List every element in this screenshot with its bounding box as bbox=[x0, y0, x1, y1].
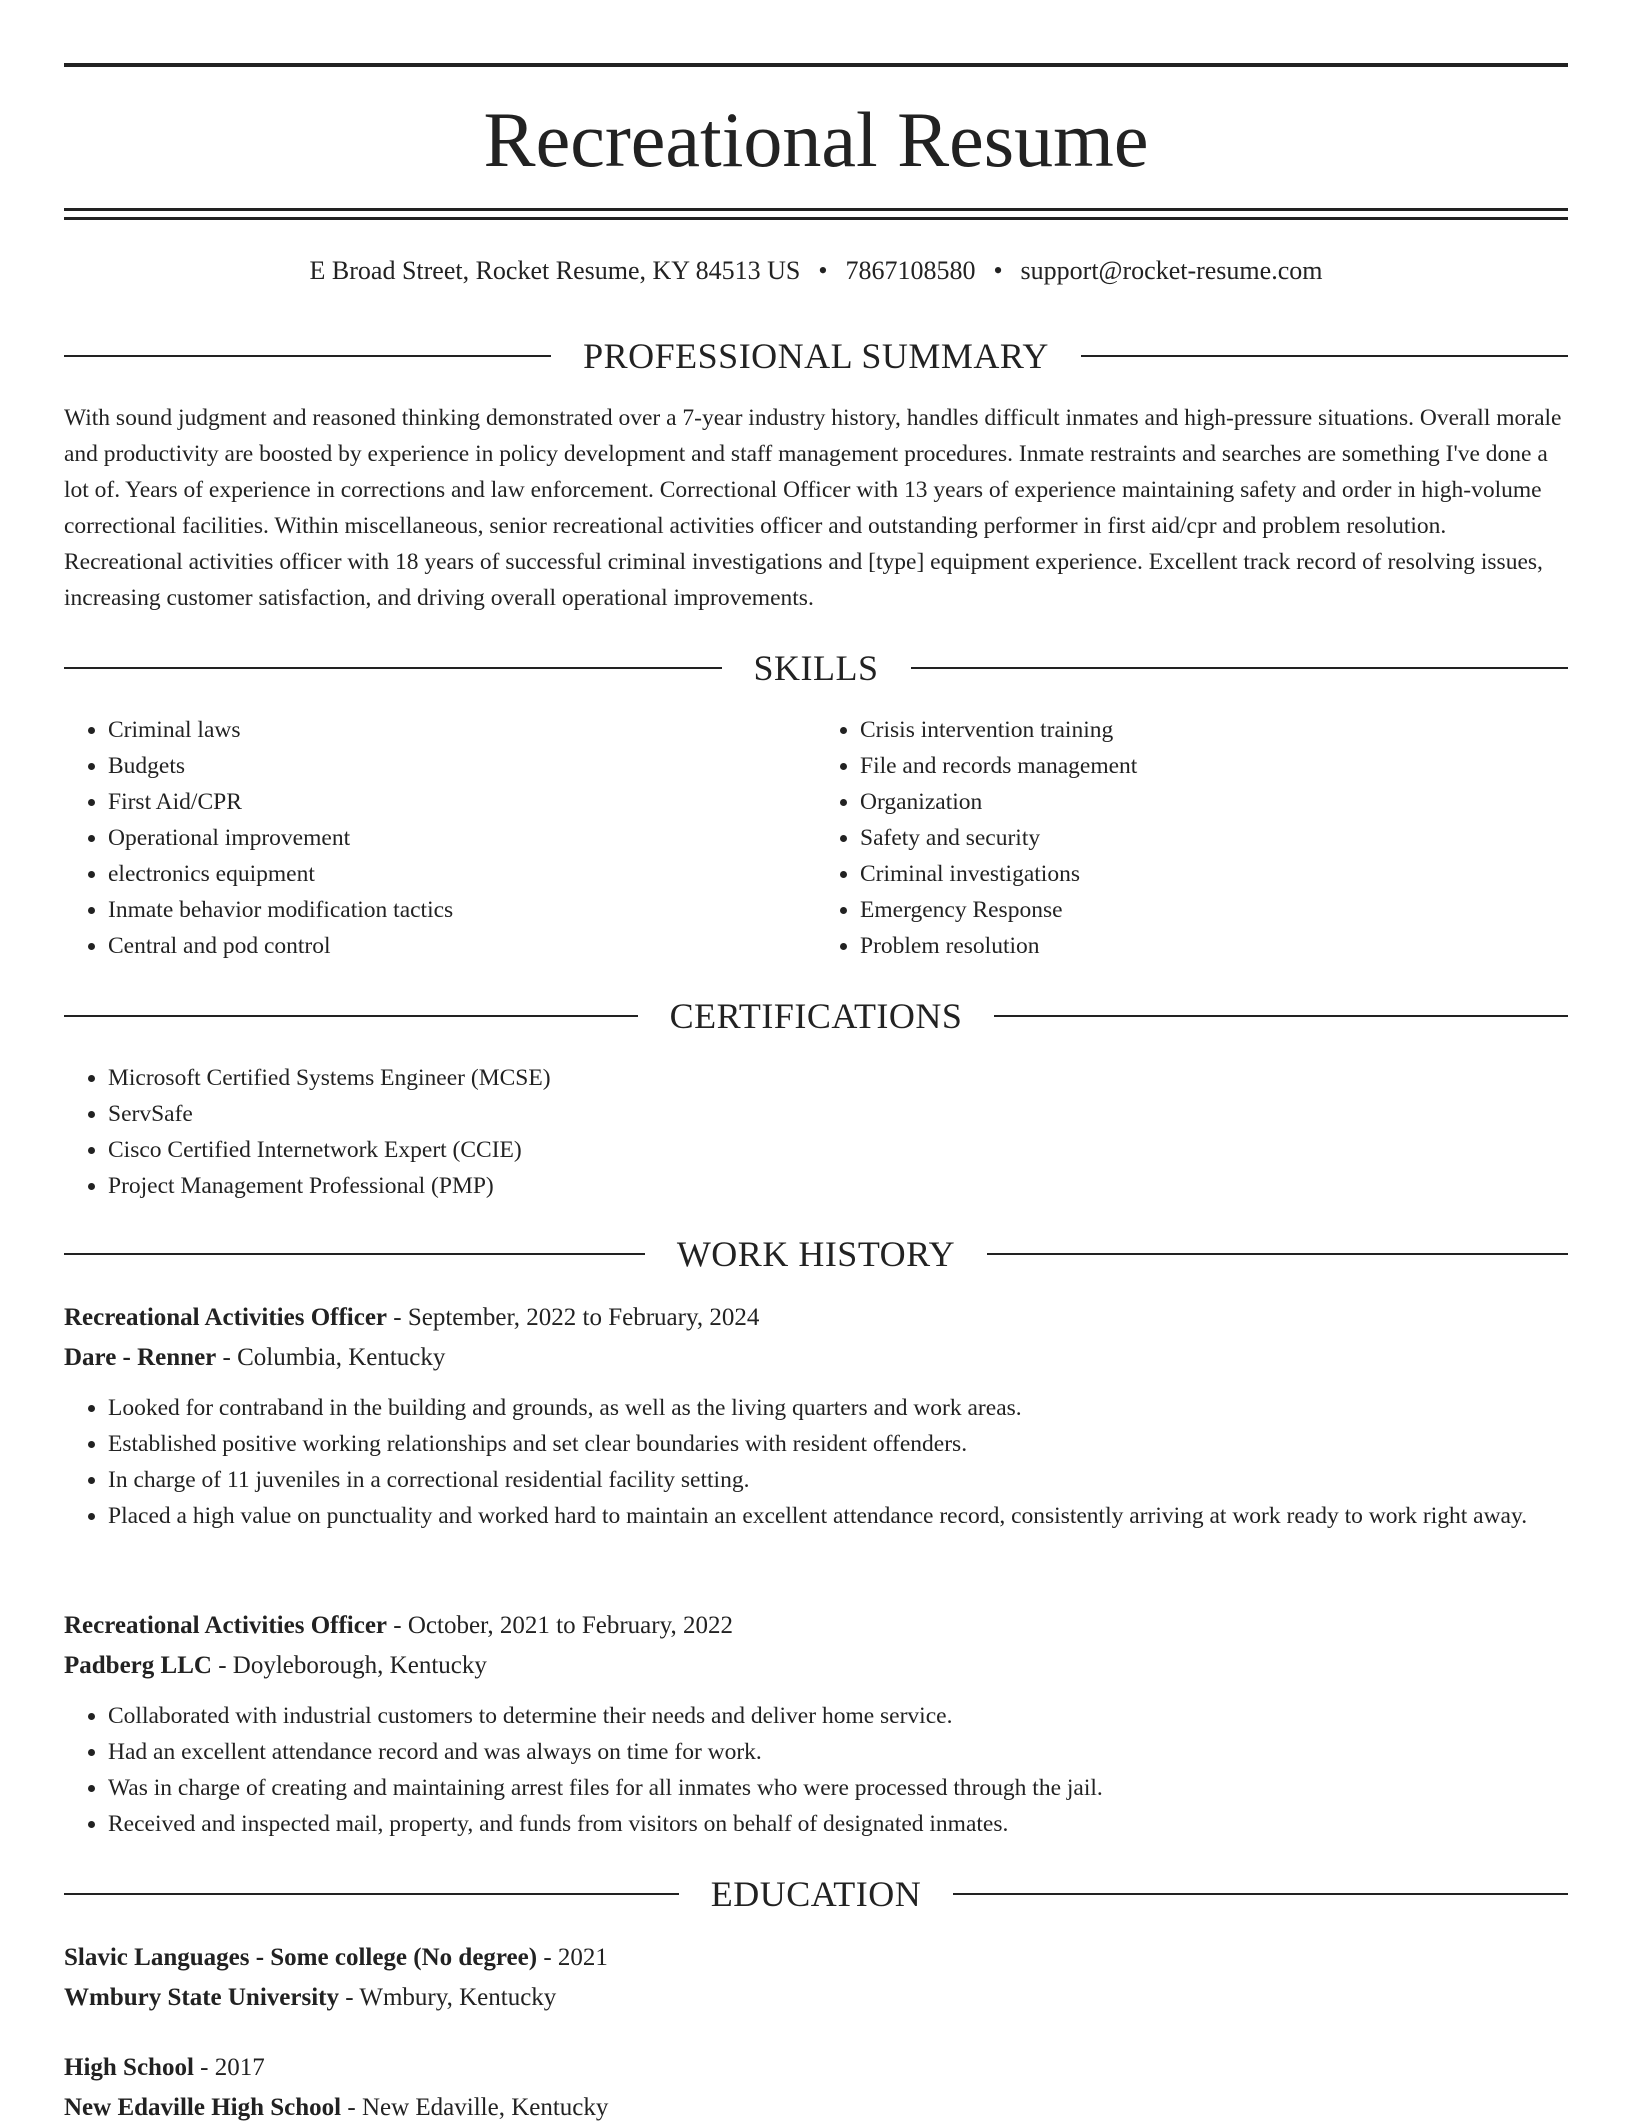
skill-item: • File and records management bbox=[860, 748, 1568, 784]
skills-heading bbox=[64, 646, 1568, 690]
job-bullet: • Placed a high value on punctuality and worked hard to maintain an excellent attendance record, consistently arriving at work ready to work right away. bbox=[108, 1498, 1568, 1534]
job-bullet: • Received and inspected mail, property, and funds from visitors on behalf of designated inmates. bbox=[108, 1806, 1568, 1842]
resume-title: Recreational Resume bbox=[483, 96, 1149, 183]
certification-item: • Microsoft Certified Systems Engineer (MCSE) bbox=[108, 1060, 1568, 1096]
summary-heading bbox=[64, 334, 1568, 378]
contact-email[interactable]: support@rocket-resume.com bbox=[1020, 256, 1323, 285]
education-location: - Wmbury, Kentucky bbox=[338, 1984, 557, 2011]
skills-heading-label: SKILLS bbox=[753, 648, 879, 688]
work-history-heading bbox=[64, 1232, 1568, 1276]
skill-item: • Inmate behavior modification tactics bbox=[108, 892, 816, 928]
heading-rule-left bbox=[64, 355, 551, 357]
contact-separator: • bbox=[818, 256, 828, 285]
skill-item: • electronics equipment bbox=[108, 856, 816, 892]
job-dates: - October, 2021 to February, 2022 bbox=[387, 1612, 733, 1639]
job-bullets bbox=[64, 1390, 1568, 1534]
certifications-block bbox=[64, 1060, 1568, 1204]
job-bullet: • In charge of 11 juveniles in a correctional residential facility setting. bbox=[108, 1462, 1568, 1498]
job-employer-line bbox=[64, 1646, 1568, 1686]
education-school: Wmbury State University bbox=[64, 1984, 339, 2011]
education-degree: High School bbox=[64, 2054, 194, 2081]
education-degree-line bbox=[64, 2048, 1568, 2088]
job-bullet: • Established positive working relationships and set clear boundaries with resident offenders. bbox=[108, 1426, 1568, 1462]
education-degree-line bbox=[64, 1938, 1568, 1978]
job-bullet: • Was in charge of creating and maintaining arrest files for all inmates who were processed through the jail. bbox=[108, 1770, 1568, 1806]
education-school-line bbox=[64, 1978, 1568, 2018]
skills-columns bbox=[64, 712, 1568, 964]
top-rule bbox=[64, 63, 1568, 67]
certification-item: • Project Management Professional (PMP) bbox=[108, 1168, 1568, 1204]
job-employer: Padberg LLC bbox=[64, 1652, 212, 1679]
contact-line bbox=[64, 254, 1568, 288]
job-location: - Columbia, Kentucky bbox=[216, 1344, 446, 1371]
job-entry bbox=[64, 1298, 1568, 1534]
job-bullet: • Had an excellent attendance record and was always on time for work. bbox=[108, 1734, 1568, 1770]
job-title-line bbox=[64, 1606, 1568, 1646]
skill-item: • Safety and security bbox=[860, 820, 1568, 856]
job-title: Recreational Activities Officer bbox=[64, 1612, 388, 1639]
job-bullets bbox=[64, 1698, 1568, 1842]
job-title: Recreational Activities Officer bbox=[64, 1304, 388, 1331]
education-location: - New Edaville, Kentucky bbox=[341, 2094, 609, 2121]
contact-separator: • bbox=[993, 256, 1003, 285]
skills-list-right bbox=[816, 712, 1568, 964]
skill-item: • First Aid/CPR bbox=[108, 784, 816, 820]
education-entry bbox=[64, 1938, 1568, 2018]
skill-item: • Crisis intervention training bbox=[860, 712, 1568, 748]
skill-item: • Budgets bbox=[108, 748, 816, 784]
education-entry bbox=[64, 2048, 1568, 2128]
skill-item: • Criminal investigations bbox=[860, 856, 1568, 892]
education-year: - 2021 bbox=[537, 1944, 608, 1971]
heading-rule-right bbox=[1081, 355, 1568, 357]
job-title-line bbox=[64, 1298, 1568, 1338]
certifications-list bbox=[64, 1060, 1568, 1204]
job-employer: Dare - Renner bbox=[64, 1344, 217, 1371]
job-bullet: • Collaborated with industrial customers to determine their needs and deliver home service. bbox=[108, 1698, 1568, 1734]
heading-rule-left bbox=[64, 1253, 645, 1255]
education-school: New Edaville High School bbox=[64, 2094, 342, 2121]
contact-address: E Broad Street, Rocket Resume, KY 84513 US bbox=[309, 256, 801, 285]
skill-item: • Central and pod control bbox=[108, 928, 816, 964]
summary-heading-label: PROFESSIONAL SUMMARY bbox=[583, 336, 1049, 376]
job-employer-line bbox=[64, 1338, 1568, 1378]
education-heading bbox=[64, 1872, 1568, 1916]
heading-rule-right bbox=[994, 1015, 1568, 1017]
skills-list-left bbox=[64, 712, 816, 964]
skill-item: • Criminal laws bbox=[108, 712, 816, 748]
skill-item: • Organization bbox=[860, 784, 1568, 820]
education-year: - 2017 bbox=[193, 2054, 265, 2081]
skill-item: • Operational improvement bbox=[108, 820, 816, 856]
skill-item: • Problem resolution bbox=[860, 928, 1568, 964]
education-school-line bbox=[64, 2088, 1568, 2128]
heading-rule-left bbox=[64, 667, 722, 669]
heading-rule-left bbox=[64, 1015, 638, 1017]
job-location: - Doyleborough, Kentucky bbox=[211, 1652, 487, 1679]
education-heading-label: EDUCATION bbox=[710, 1874, 922, 1914]
certifications-heading-label: CERTIFICATIONS bbox=[669, 996, 963, 1036]
certification-item: • ServSafe bbox=[108, 1096, 1568, 1132]
job-bullet: • Looked for contraband in the building and grounds, as well as the living quarters and work areas. bbox=[108, 1390, 1568, 1426]
heading-rule-right bbox=[953, 1893, 1568, 1895]
certification-item: • Cisco Certified Internetwork Expert (CCIE) bbox=[108, 1132, 1568, 1168]
work-history-heading-label: WORK HISTORY bbox=[676, 1234, 956, 1274]
job-dates: - September, 2022 to February, 2024 bbox=[387, 1304, 760, 1331]
heading-rule-right bbox=[987, 1253, 1568, 1255]
certifications-heading bbox=[64, 994, 1568, 1038]
heading-rule-left bbox=[64, 1893, 679, 1895]
contact-phone: 7867108580 bbox=[845, 256, 976, 285]
title-double-rule bbox=[64, 208, 1568, 220]
summary-text: With sound judgment and reasoned thinking demonstrated over a 7-year industry history, handles difficult inmates and high-pressure situations. Overall morale and productivity are boosted by experience in policy development and staff management procedures. Inmate restraints and searches are something I've done a lot of. Years of experience in corrections and law enforcement. Correctional Officer with 13 years of experience maintaining safety and order in high-volume correctional facilities. Within miscellaneous, senior recreational activities officer and outstanding performer in first aid/cpr and problem resolution. Recreational activities officer with 18 years of successful criminal investigations and [type] equipment experience. Excellent track record of resolving issues, increasing customer satisfaction, and driving overall operational improvements. bbox=[64, 405, 1562, 611]
job-entry bbox=[64, 1606, 1568, 1842]
skill-item: • Emergency Response bbox=[860, 892, 1568, 928]
heading-rule-right bbox=[911, 667, 1569, 669]
education-degree: Slavic Languages - Some college (No degree) bbox=[64, 1944, 538, 1971]
